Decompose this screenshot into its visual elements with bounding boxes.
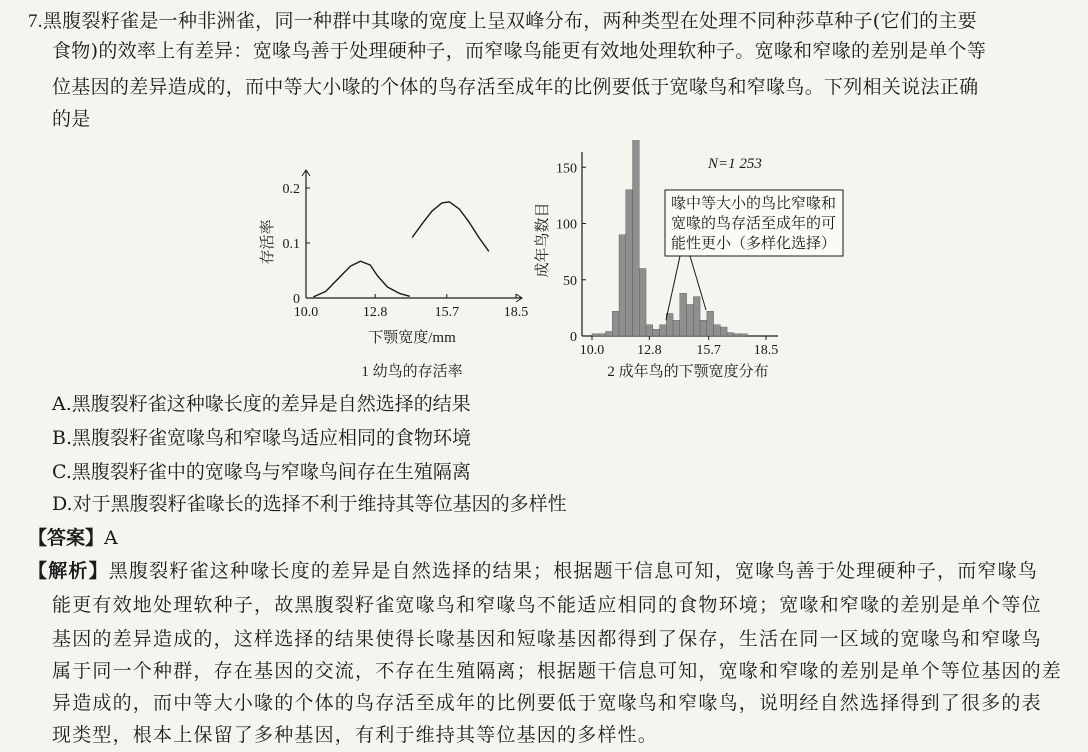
- figure-2-x-tick-label: 18.5: [753, 343, 779, 358]
- figure-1-caption: 1 幼鸟的存活率: [361, 364, 463, 380]
- figure-2-bar: [599, 334, 606, 336]
- question-line-2: 食物)的效率上有差异：宽喙鸟善于处理硬种子，而窄喙鸟能更有效地处理软种子。宽喙和窄喙的差别是单个等: [52, 40, 987, 62]
- figure-1-y-tick-label: 0.2: [282, 182, 300, 197]
- figure-2-bar: [666, 314, 673, 337]
- figure-2-ylabel: 成年鸟数目: [535, 202, 551, 278]
- figure-2-y-tick-label: 50: [563, 273, 577, 289]
- explanation-line-3: 基因的差异造成的，这样选择的结果使得长喙基因和短喙基因都得到了保存，生活在同一区域的宽喙鸟和窄喙鸟: [52, 628, 1042, 650]
- annotation-line-2: 宽喙的鸟存活至成年的可: [671, 216, 837, 232]
- figure-1-y-tick-label: 0: [293, 292, 300, 307]
- question-text-1: 黑腹裂籽雀是一种非洲雀，同一种群中其喙的宽度上呈双峰分布，两种类型在处理不同种莎草种子(它们的主要: [42, 10, 977, 32]
- figure-2-x-tick-label: 12.8: [637, 343, 662, 358]
- figure-2-bar: [592, 334, 599, 336]
- figure-1-curve-narrow: [313, 261, 409, 297]
- question-number: 7.: [28, 11, 43, 32]
- figure-2-bar: [606, 332, 613, 337]
- figure-1-x-tick-label: 12.8: [362, 305, 388, 320]
- figure-2-bar: [741, 334, 748, 336]
- figure-2-bar: [687, 305, 694, 337]
- figure-1-y-tick-label: 0.1: [282, 237, 300, 252]
- figure-1-x-tick-label: 10.0: [293, 305, 319, 320]
- question-line-4: 的是: [52, 108, 91, 130]
- figure-2-caption: 2 成年鸟的下颚宽度分布: [607, 364, 769, 380]
- figure-1-x-tick-label: 18.5: [503, 305, 529, 320]
- figure-1-xlabel: 下颚宽度/mm: [368, 330, 456, 346]
- explanation-line-5: 异造成的，而中等大小喙的个体的鸟存活至成年的比例要低于宽喙鸟和窄喙鸟，说明经自然选择得到了很多的表: [52, 692, 1042, 714]
- figure-2-bar: [714, 325, 721, 336]
- explanation-line-4: 属于同一个种群，存在基因的交流，不存在生殖隔离；根据题干信息可知，宽喙和窄喙的差别是单个等位基因的差: [52, 660, 1063, 682]
- option-d: D.对于黑腹裂籽雀喙长的选择不利于维持其等位基因的多样性: [52, 493, 567, 515]
- answer-label: 【答案】: [28, 527, 105, 549]
- figure-2-y-tick-label: 100: [556, 217, 577, 233]
- explanation-line-2: 能更有效地处理软种子，故黑腹裂籽雀宽喙鸟和窄喙鸟不能适应相同的食物环境；宽喙和窄喙的差别是单个等位: [52, 594, 1042, 616]
- figure-2-bar: [626, 190, 633, 336]
- figure-2-histogram: [530, 140, 860, 386]
- figure-1-curve-wide: [412, 202, 489, 252]
- question-line-3: 位基因的差异造成的，而中等大小喙的个体的鸟存活至成年的比例要低于宽喙鸟和窄喙鸟。下列相关说法正确: [52, 76, 979, 98]
- figure-2-bar: [633, 140, 640, 336]
- figure-2-bar: [680, 293, 687, 336]
- answer-value: A: [104, 527, 118, 549]
- figure-2-x-tick-label: 15.7: [696, 343, 721, 358]
- explanation-label: 【解析】: [28, 560, 109, 582]
- answer-row: [28, 524, 118, 552]
- figure-2-bar: [646, 325, 653, 336]
- figure-2-bar: [660, 325, 667, 336]
- figure-2-bar: [612, 311, 619, 336]
- explanation-line-1: [28, 556, 1038, 586]
- figure-1-x-tick-label: 15.7: [434, 305, 460, 320]
- figure-1-ylabel: 存活率: [260, 219, 276, 265]
- figure-2-bar: [707, 311, 714, 336]
- option-b: B.黑腹裂籽雀宽喙鸟和窄喙鸟适应相同的食物环境: [52, 427, 472, 449]
- figure-2-bar: [619, 235, 626, 336]
- explanation-line-6: 现类型，根本上保留了多种基因，有利于维持其等位基因的多样性。: [52, 724, 659, 746]
- figure-2-y-tick-label: 150: [556, 161, 577, 177]
- question-line-1: [28, 6, 1068, 37]
- figure-2-annotation-box: [665, 190, 843, 320]
- figure-2-bar: [639, 269, 646, 337]
- explanation-text-1: 黑腹裂籽雀这种喙长度的差异是自然选择的结果；根据题干信息可知，宽喙鸟善于处理硬种子，而窄喙鸟: [108, 560, 1039, 582]
- annotation-line-3: 能性更小（多样化选择）: [671, 236, 837, 252]
- figure-2-bar: [734, 334, 741, 336]
- annotation-line-1: 喙中等大小的鸟比窄喙和: [671, 196, 837, 212]
- figure-1-survival-chart: [250, 150, 550, 386]
- option-c: C.黑腹裂籽雀中的宽喙鸟与窄喙鸟间存在生殖隔离: [52, 461, 471, 483]
- option-a: A.黑腹裂籽雀这种喙长度的差异是自然选择的结果: [52, 393, 471, 415]
- figure-2-bar: [653, 329, 660, 336]
- figure-2-bar: [720, 327, 727, 336]
- figure-2-bar: [700, 320, 707, 336]
- figure-2-y-tick-label: 0: [570, 330, 577, 345]
- figure-2-x-tick-label: 10.0: [579, 343, 605, 358]
- figure-2-n-label: N=1 253: [708, 156, 762, 172]
- figure-2-bar: [673, 320, 680, 336]
- figure-2-bar: [693, 297, 700, 336]
- figure-2-bar: [727, 333, 734, 336]
